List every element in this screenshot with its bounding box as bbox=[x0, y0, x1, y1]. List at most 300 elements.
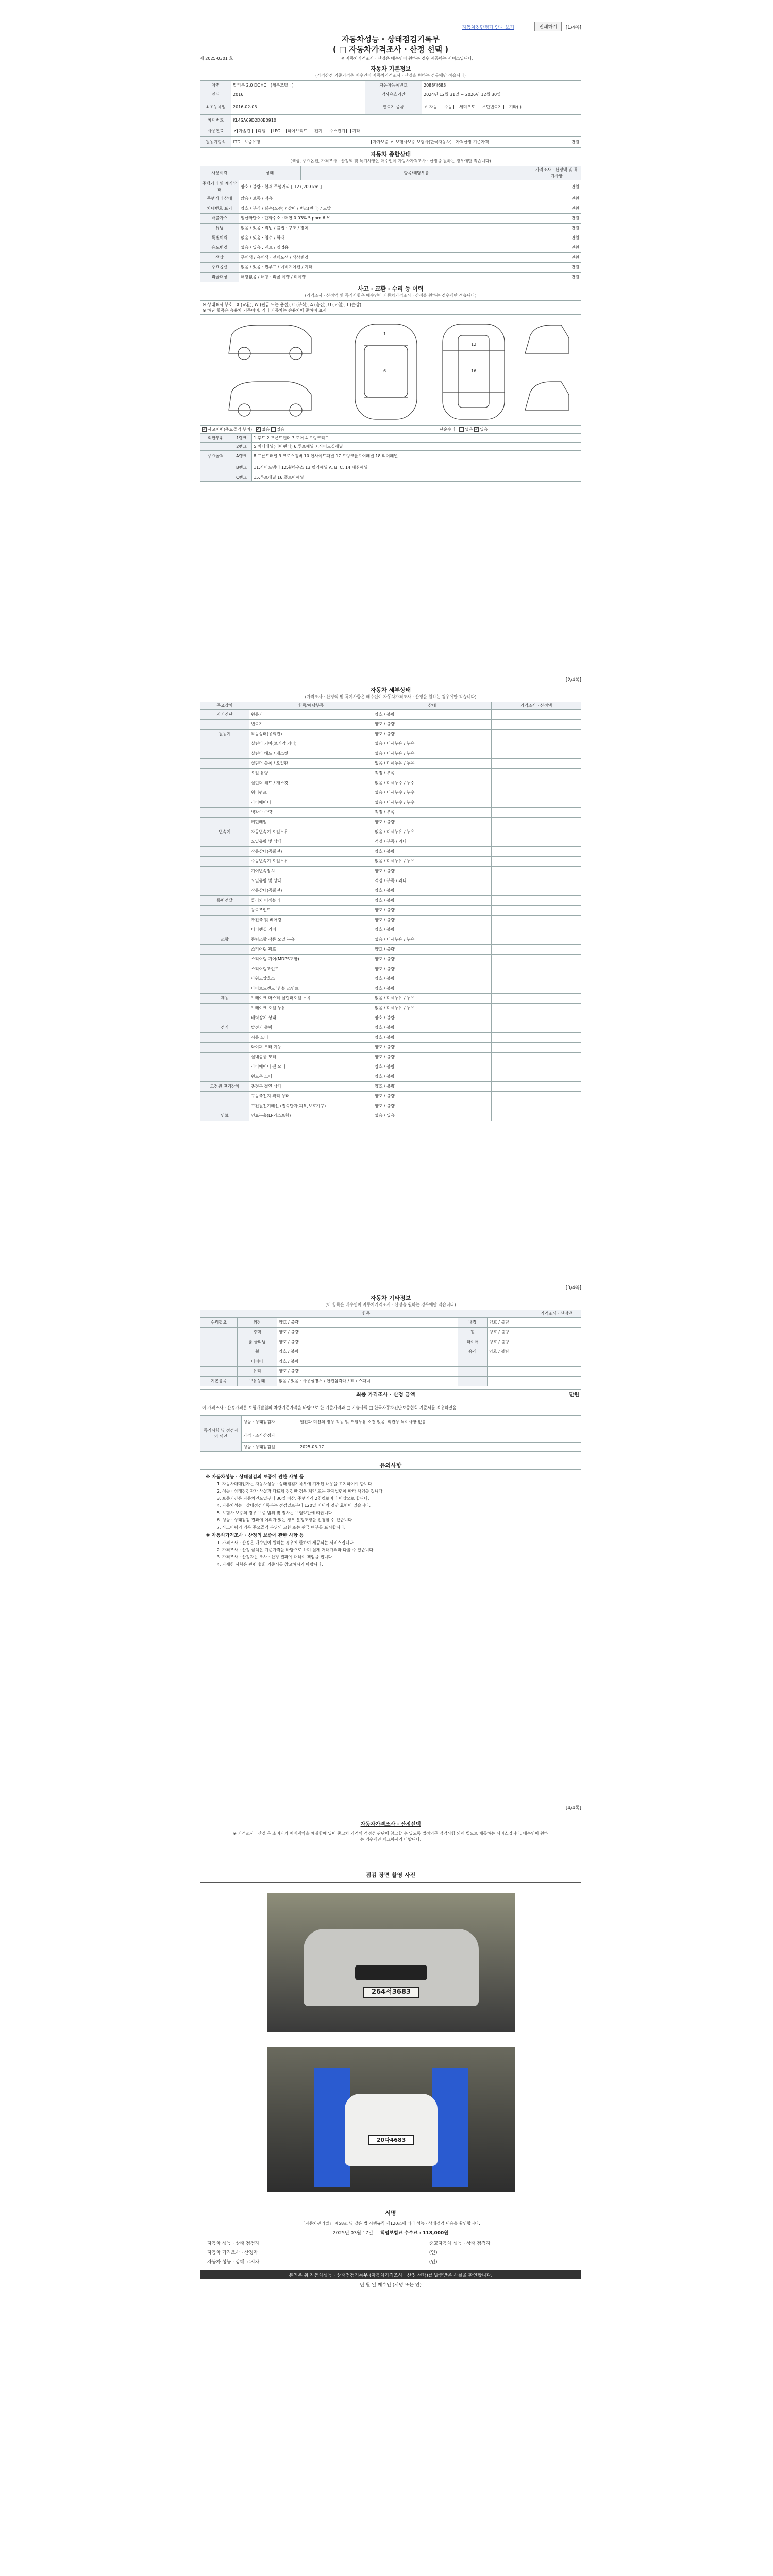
detail-device bbox=[200, 886, 249, 896]
detail-state: 양호 / 불량 bbox=[373, 818, 492, 827]
detail-state: 양호 / 불량 bbox=[373, 984, 492, 994]
detail-row bbox=[200, 886, 581, 896]
status-row-label: 색상 bbox=[200, 253, 239, 263]
other-cell bbox=[458, 1367, 487, 1377]
detail-row bbox=[200, 994, 581, 1004]
notes-box bbox=[200, 1469, 581, 1571]
detail-row bbox=[200, 876, 581, 886]
parts-list: 1.후드 2.프론트펜더 3.도어 4.트렁크리드 bbox=[252, 434, 532, 443]
detail-item: 커먼레일 bbox=[249, 818, 373, 827]
detail-price bbox=[492, 955, 581, 964]
detail-row bbox=[200, 1053, 581, 1062]
detail-item: 오일유량 및 상태 bbox=[249, 876, 373, 886]
status-row-value: 없음 / 있음 : 침수 / 화재 bbox=[239, 233, 532, 243]
detail-state: 양호 / 불량 bbox=[373, 1023, 492, 1033]
status-row-price: 만원 bbox=[532, 214, 581, 224]
other-col-item: 항목 bbox=[200, 1310, 532, 1318]
detail-price bbox=[492, 906, 581, 916]
lift-right bbox=[432, 2068, 468, 2187]
other-cell bbox=[458, 1377, 487, 1386]
detail-price bbox=[492, 1033, 581, 1043]
opinion-row: 성능 · 상태점검일 2025-03-17 bbox=[242, 1443, 581, 1452]
notes-heading-1: ※ 자동차성능 · 상태점검의 보증에 관한 사항 등 bbox=[206, 1475, 304, 1480]
detail-item: 고전원전기배선 (접속단자,피복,보호기구) bbox=[249, 1101, 373, 1111]
detail-state: 없음 / 미세누수 / 누수 bbox=[373, 778, 492, 788]
page-4 bbox=[200, 1803, 581, 2290]
detail-device bbox=[200, 1053, 249, 1062]
parts-rank: 2랭크 bbox=[231, 443, 252, 451]
sign-right-0: 중고자동차 성능 · 상태 점검자 bbox=[429, 2241, 491, 2246]
other-row bbox=[200, 1347, 581, 1357]
detail-device bbox=[200, 749, 249, 759]
detail-device bbox=[200, 955, 249, 964]
other-row bbox=[200, 1328, 581, 1337]
value-warranty: 자가보증 ✔ 보험사보증 보험사(한국자동차) 가격산정 기준가격 만원 bbox=[365, 137, 581, 148]
detail-state: 양호 / 불량 bbox=[373, 1062, 492, 1072]
status-row-price: 만원 bbox=[532, 194, 581, 204]
detail-device bbox=[200, 984, 249, 994]
detail-item: 원동기 bbox=[249, 710, 373, 720]
detail-row bbox=[200, 1082, 581, 1092]
notes-item: 2. 성능 · 상태점검자가 사실과 다르게 점검한 경우 계약 또는 관계법령에 따라 책임을 집니다. bbox=[222, 1488, 576, 1495]
other-cell: 양호 / 불량 bbox=[277, 1357, 458, 1367]
other-cell bbox=[200, 1367, 238, 1377]
detail-state: 없음 / 미세누유 / 누유 bbox=[373, 749, 492, 759]
detail-device bbox=[200, 720, 249, 730]
doc-number: 제 2025-0301 호 bbox=[200, 56, 233, 61]
value-fuel: ✔ 가솔린 디젤 LPG 하이브리드 전기 수소전기 기타 bbox=[231, 126, 581, 137]
detail-row bbox=[200, 837, 581, 847]
detail-item: 실린더 블록 / 오일팬 bbox=[249, 759, 373, 769]
detail-device: 연료 bbox=[200, 1111, 249, 1121]
notes-item: 3. 보증기간은 자동차인도일부터 30일 이상, 주행거리 2천킬로미터 이상으로 합니다. bbox=[222, 1496, 576, 1502]
detail-state: 양호 / 불량 bbox=[373, 964, 492, 974]
detail-price bbox=[492, 1072, 581, 1082]
detail-device bbox=[200, 739, 249, 749]
parts-list: 11.사이드멤버 12.휠하우스 13.필러패널 A. B. C. 14.대쉬패널 bbox=[252, 462, 532, 473]
other-cell bbox=[200, 1337, 238, 1347]
role-notifier: 자동차 성능 · 상태 고지자 bbox=[207, 2260, 260, 2265]
detail-item: 구동축전지 격리 상태 bbox=[249, 1092, 373, 1101]
other-cell: 없음 / 있음 · 사용설명서 / 안전삼각대 / 잭 / 스패너 bbox=[277, 1377, 458, 1386]
detail-state: 양호 / 불량 bbox=[373, 867, 492, 876]
accident-sub: (가격조사 · 산정액 및 특기사항은 매수인이 자동차가격조사 · 산정을 원하는 경우에만 적습니다) bbox=[305, 293, 477, 298]
detail-state: 없음 / 미세누수 / 누수 bbox=[373, 798, 492, 808]
value-reg-no: 2088다683 bbox=[422, 81, 581, 90]
detail-state: 없음 / 미세누유 / 누유 bbox=[373, 739, 492, 749]
other-row bbox=[200, 1367, 581, 1377]
status-col-item: 항목/해당부품 bbox=[301, 166, 532, 180]
status-row-price: 만원 bbox=[532, 204, 581, 214]
parts-list: 5.쿼터패널(리어펜더) 6.루프패널 7.사이드실패널 bbox=[252, 443, 532, 451]
detail-row bbox=[200, 867, 581, 876]
detail-item: 실린더 헤드 / 개스킷 bbox=[249, 778, 373, 788]
detail-price bbox=[492, 788, 581, 798]
confirm-bar: 본인은 위 자동차성능 · 상태점검기록부 (자동차가격조사 · 산정 선택)를 발급받은 사실을 확인합니다. bbox=[200, 2270, 581, 2279]
detail-device: 동력전달 bbox=[200, 896, 249, 906]
detail-row bbox=[200, 847, 581, 857]
detail-state: 양호 / 불량 bbox=[373, 720, 492, 730]
other-price bbox=[532, 1377, 581, 1386]
status-row-value: 많음 / 보통 / 적음 bbox=[239, 194, 532, 204]
other-price bbox=[532, 1347, 581, 1357]
car-diagram-svg bbox=[200, 315, 581, 425]
status-title: 자동차 종합상태 bbox=[370, 151, 411, 158]
notes-title: 유의사항 bbox=[379, 1462, 402, 1469]
other-row bbox=[200, 1318, 581, 1328]
value-check-period: 2024년 12월 31일 ~ 2026년 12월 30일 bbox=[422, 90, 581, 99]
detail-row bbox=[200, 759, 581, 769]
detail-price bbox=[492, 1092, 581, 1101]
basic-info-title: 자동차 기본정보 bbox=[370, 65, 411, 72]
detail-row bbox=[200, 1111, 581, 1121]
detail-row bbox=[200, 916, 581, 925]
status-row-price: 만원 bbox=[532, 224, 581, 233]
label-first-reg: 최초등록일 bbox=[200, 99, 231, 115]
detail-price bbox=[492, 925, 581, 935]
detail-row bbox=[200, 1072, 581, 1082]
detail-state: 적정 / 부족 / 과다 bbox=[373, 837, 492, 847]
status-row-value: 양호 / 불량 · 현재 주행거리 [ 127,209 km ] bbox=[239, 180, 532, 194]
detail-price bbox=[492, 837, 581, 847]
status-row-price: 만원 bbox=[532, 273, 581, 282]
detail-price bbox=[492, 1013, 581, 1023]
accident-note-2: ※ 하단 항목은 승용차 기준이며, 기타 자동차는 승용차에 준하여 표시 bbox=[203, 308, 327, 313]
detail-price bbox=[492, 1023, 581, 1033]
detail-sub: (가격조사 · 산정액 및 특기사항은 매수인이 자동차가격조사 · 산정을 원하는 경우에만 적습니다) bbox=[305, 694, 477, 699]
page-number-4: [4/4쪽] bbox=[565, 1806, 581, 1811]
photo-frame bbox=[200, 1882, 581, 2201]
other-cell: 보유상태 bbox=[238, 1377, 277, 1386]
detail-row bbox=[200, 827, 581, 837]
other-price bbox=[532, 1337, 581, 1347]
detail-device: 조향 bbox=[200, 935, 249, 945]
value-motor: LTD 보증유형 bbox=[231, 137, 365, 148]
value-first-reg: 2016-02-03 bbox=[231, 99, 365, 115]
detail-state: 양호 / 불량 bbox=[373, 1033, 492, 1043]
accident-parts-table bbox=[200, 434, 581, 482]
detail-item: 연료누출(LP가스포함) bbox=[249, 1111, 373, 1121]
detail-state: 양호 / 불량 bbox=[373, 1013, 492, 1023]
other-cell: 양호 / 불량 bbox=[488, 1318, 532, 1328]
detail-price bbox=[492, 808, 581, 818]
detail-device: 자기진단 bbox=[200, 710, 249, 720]
other-cell bbox=[458, 1357, 487, 1367]
legend-history: ✔사고이력(주요골격 부위) ✔ 없음 있음 bbox=[200, 426, 438, 434]
detail-price bbox=[492, 749, 581, 759]
status-row-price: 만원 bbox=[532, 233, 581, 243]
detail-col-price: 가격조사 · 산정액 bbox=[492, 702, 581, 710]
page-2 bbox=[200, 675, 581, 1121]
label-motor: 원동기형식 bbox=[200, 137, 231, 148]
page-number: [1/4쪽] bbox=[565, 25, 581, 30]
other-cell: 양호 / 불량 bbox=[277, 1318, 458, 1328]
detail-device bbox=[200, 808, 249, 818]
detail-state: 양호 / 불량 bbox=[373, 1043, 492, 1053]
accident-note-1: ※ 상태표시 부호 : X (교환), W (판금 또는 용접), C (부식), A (흠집), U (요철), T (손상) bbox=[203, 302, 362, 307]
notes-item: 6. 성능 · 상태점검 결과에 이의가 있는 경우 분쟁조정을 신청할 수 있습니다. bbox=[222, 1517, 576, 1523]
other-cell: 휠 bbox=[458, 1328, 487, 1337]
notes-item: 7. 사고이력의 경우 주요골격 부위의 교환 또는 판금 여부를 표시합니다. bbox=[222, 1524, 576, 1531]
detail-row bbox=[200, 955, 581, 964]
detail-item: 추진축 및 베어링 bbox=[249, 916, 373, 925]
detail-row bbox=[200, 974, 581, 984]
detail-row bbox=[200, 720, 581, 730]
sign-right-1: (인) bbox=[429, 2250, 438, 2256]
status-row-price: 만원 bbox=[532, 263, 581, 273]
detail-price bbox=[492, 759, 581, 769]
detail-row bbox=[200, 1033, 581, 1043]
notes-heading-2: ※ 자동차가격조사 · 산정의 보증에 관한 사항 등 bbox=[206, 1533, 304, 1538]
detail-row bbox=[200, 945, 581, 955]
diagram-label-1: 1 bbox=[383, 332, 386, 336]
detail-row bbox=[200, 1062, 581, 1072]
detail-price bbox=[492, 886, 581, 896]
detail-row bbox=[200, 798, 581, 808]
label-vin: 차대번호 bbox=[200, 115, 231, 126]
notes-list-1 bbox=[206, 1481, 576, 1531]
other-cell: 수리필요 bbox=[200, 1318, 238, 1328]
consent-title: 자동차가격조사 · 산정선택 bbox=[360, 1822, 421, 1827]
detail-state: 적정 / 부족 bbox=[373, 769, 492, 778]
value-trans: ✔ 자동 수동 세미오토 무단변속기 기타( ) bbox=[422, 99, 581, 115]
other-cell: 외장 bbox=[238, 1318, 277, 1328]
detail-price bbox=[492, 994, 581, 1004]
plate-rear: 20다4683 bbox=[368, 2135, 414, 2145]
detail-price bbox=[492, 1111, 581, 1121]
status-row-value: 일산화탄소 · 탄화수소 · 매연 0.03% 5 ppm 6 % bbox=[239, 214, 532, 224]
other-price bbox=[532, 1367, 581, 1377]
detail-item: 배력장치 상태 bbox=[249, 1013, 373, 1023]
detail-device bbox=[200, 1004, 249, 1013]
detail-row bbox=[200, 769, 581, 778]
parts-group: 외판부위 bbox=[200, 434, 231, 443]
detail-price bbox=[492, 964, 581, 974]
detail-row bbox=[200, 730, 581, 739]
detail-state: 양호 / 불량 bbox=[373, 1101, 492, 1111]
detail-state: 양호 / 불량 bbox=[373, 1092, 492, 1101]
other-table bbox=[200, 1310, 581, 1386]
status-row-label: 배출가스 bbox=[200, 214, 239, 224]
status-row-label: 차대번호 표기 bbox=[200, 204, 239, 214]
detail-state: 적정 / 부족 bbox=[373, 808, 492, 818]
plate-front: 264서3683 bbox=[363, 1987, 419, 1998]
status-row-label: 특별이력 bbox=[200, 233, 239, 243]
detail-row bbox=[200, 896, 581, 906]
detail-price bbox=[492, 867, 581, 876]
guide-link[interactable]: 자동차진단평가 안내 보기 bbox=[462, 25, 514, 30]
print-button[interactable]: 인쇄하기 bbox=[534, 22, 562, 31]
opinion-row: 성능 · 상태점검자 엔진과 미션의 정상 작동 및 오일누유 소견 없음. 외관상 특이사항 없음. bbox=[242, 1416, 581, 1429]
detail-state: 양호 / 불량 bbox=[373, 925, 492, 935]
toolbar bbox=[200, 20, 581, 34]
detail-device bbox=[200, 837, 249, 847]
detail-device bbox=[200, 916, 249, 925]
detail-row bbox=[200, 925, 581, 935]
detail-state: 양호 / 불량 bbox=[373, 896, 492, 906]
detail-col-state: 상태 bbox=[373, 702, 492, 710]
status-table bbox=[200, 166, 581, 282]
detail-price bbox=[492, 1043, 581, 1053]
detail-item: 시동 모터 bbox=[249, 1033, 373, 1043]
detail-price bbox=[492, 935, 581, 945]
label-year: 연식 bbox=[200, 90, 231, 99]
detail-item: 타이로드엔드 및 볼 조인트 bbox=[249, 984, 373, 994]
detail-device bbox=[200, 867, 249, 876]
detail-state: 양호 / 불량 bbox=[373, 886, 492, 896]
detail-state: 없음 / 미세누유 / 누유 bbox=[373, 994, 492, 1004]
detail-item: 라디에이터 팬 모터 bbox=[249, 1062, 373, 1072]
detail-device bbox=[200, 857, 249, 867]
detail-device bbox=[200, 778, 249, 788]
detail-row bbox=[200, 778, 581, 788]
detail-item: 수동변속기 오일누유 bbox=[249, 857, 373, 867]
other-row bbox=[200, 1377, 581, 1386]
parts-rank: B랭크 bbox=[231, 462, 252, 473]
other-title: 자동차 기타정보 bbox=[370, 1295, 411, 1301]
other-cell: 양호 / 불량 bbox=[488, 1337, 532, 1347]
detail-item: 충전구 절연 상태 bbox=[249, 1082, 373, 1092]
parts-rank: C랭크 bbox=[231, 473, 252, 482]
status-row-label: 용도변경 bbox=[200, 243, 239, 253]
accident-notes bbox=[200, 300, 581, 315]
detail-row bbox=[200, 788, 581, 798]
detail-device bbox=[200, 788, 249, 798]
label-trans: 변속기 종류 bbox=[365, 99, 422, 115]
detail-price bbox=[492, 1082, 581, 1092]
detail-col-item: 항목/해당부품 bbox=[249, 702, 373, 710]
detail-device bbox=[200, 945, 249, 955]
detail-state: 없음 / 미세누유 / 누유 bbox=[373, 759, 492, 769]
other-row bbox=[200, 1357, 581, 1367]
status-row-price: 만원 bbox=[532, 243, 581, 253]
detail-device bbox=[200, 1101, 249, 1111]
other-cell: 유리 bbox=[458, 1347, 487, 1357]
basic-info-table bbox=[200, 80, 581, 148]
status-row-value: 없음 / 있음 : 적법 / 불법 · 구조 / 장치 bbox=[239, 224, 532, 233]
legend-repair: 단순수리 없음 ✔ 있음 bbox=[438, 426, 581, 434]
parts-rank: 1랭크 bbox=[231, 434, 252, 443]
notes-item: 4. 자세한 사항은 관련 협회 기준서를 참고하시기 바랍니다. bbox=[222, 1562, 576, 1568]
detail-price bbox=[492, 857, 581, 867]
detail-row bbox=[200, 964, 581, 974]
detail-item: 동력조향 작동 오일 누유 bbox=[249, 935, 373, 945]
detail-item: 브레이크 오일 누유 bbox=[249, 1004, 373, 1013]
other-cell: 타이어 bbox=[238, 1357, 277, 1367]
role-appraiser: 자동차 가격조사 · 산정자 bbox=[207, 2250, 258, 2256]
detail-state: 양호 / 불량 bbox=[373, 710, 492, 720]
status-row-label: 주요옵션 bbox=[200, 263, 239, 273]
other-cell: 룸 클리닝 bbox=[238, 1337, 277, 1347]
detail-device bbox=[200, 1043, 249, 1053]
detail-price bbox=[492, 974, 581, 984]
consent-box bbox=[200, 1812, 581, 1863]
detail-price bbox=[492, 710, 581, 720]
sign-date-row bbox=[206, 2229, 576, 2236]
value-car-name: 말리부 2.0 DOHC (세부모델 : ) bbox=[231, 81, 365, 90]
detail-device bbox=[200, 974, 249, 984]
other-sub: (이 항목은 매수인이 자동차가격조사 · 산정을 원하는 경우에만 적습니다) bbox=[325, 1302, 456, 1307]
parts-rank: A랭크 bbox=[231, 451, 252, 462]
diagram-label-16: 16 bbox=[471, 369, 477, 374]
detail-price bbox=[492, 1053, 581, 1062]
detail-row bbox=[200, 857, 581, 867]
final-price-title: 최종 가격조사 · 산정 금액 만원 bbox=[200, 1390, 581, 1400]
detail-device bbox=[200, 925, 249, 935]
detail-price bbox=[492, 769, 581, 778]
detail-item: 스티어링 기어(MDPS포함) bbox=[249, 955, 373, 964]
sign-box bbox=[200, 2217, 581, 2270]
label-car-name: 차명 bbox=[200, 81, 231, 90]
other-cell bbox=[200, 1328, 238, 1337]
doc-meta bbox=[200, 55, 581, 62]
detail-row bbox=[200, 1004, 581, 1013]
detail-row bbox=[200, 808, 581, 818]
detail-state: 없음 / 미세누유 / 누유 bbox=[373, 827, 492, 837]
detail-col-device: 주요장치 bbox=[200, 702, 249, 710]
label-check-period: 검사유효기간 bbox=[365, 90, 422, 99]
other-cell: 양호 / 불량 bbox=[277, 1367, 458, 1377]
status-col-price: 가격조사 · 산정액 및 특기사항 bbox=[532, 166, 581, 180]
detail-row bbox=[200, 984, 581, 994]
status-row-value: 없음 / 있음 : 렌트 / 영업용 bbox=[239, 243, 532, 253]
other-cell: 기본품목 bbox=[200, 1377, 238, 1386]
detail-row bbox=[200, 1023, 581, 1033]
value-year: 2016 bbox=[231, 90, 365, 99]
detail-price bbox=[492, 827, 581, 837]
detail-state: 없음 / 있음 bbox=[373, 1111, 492, 1121]
other-cell: 광택 bbox=[238, 1328, 277, 1337]
detail-device bbox=[200, 798, 249, 808]
final-price-table bbox=[200, 1389, 581, 1452]
detail-state: 양호 / 불량 bbox=[373, 1082, 492, 1092]
page-1 bbox=[200, 20, 581, 482]
detail-price bbox=[492, 984, 581, 994]
detail-device bbox=[200, 1092, 249, 1101]
detail-item: 냉각수 수량 bbox=[249, 808, 373, 818]
other-cell bbox=[488, 1367, 532, 1377]
sign-title: 서명 bbox=[385, 2210, 396, 2216]
photo-title: 점검 장면 촬영 사진 bbox=[365, 1872, 416, 1878]
detail-item: 오일 유량 bbox=[249, 769, 373, 778]
parts-group: 주요골격 bbox=[200, 451, 231, 462]
detail-device: 제동 bbox=[200, 994, 249, 1004]
role-inspector: 자동차 성능 · 상태 점검자 bbox=[207, 2241, 260, 2246]
detail-item: 변속기 bbox=[249, 720, 373, 730]
detail-row bbox=[200, 1101, 581, 1111]
parts-group bbox=[200, 462, 231, 473]
detail-price bbox=[492, 778, 581, 788]
rear-photo bbox=[267, 2047, 515, 2192]
detail-state: 없음 / 미세누유 / 누유 bbox=[373, 935, 492, 945]
status-row-label: 리콜대상 bbox=[200, 273, 239, 282]
detail-row bbox=[200, 710, 581, 720]
diagram-label-12: 12 bbox=[471, 342, 477, 347]
detail-state: 양호 / 불량 bbox=[373, 1072, 492, 1082]
notes-list-2 bbox=[206, 1540, 576, 1568]
detail-item: 작동상태(공회전) bbox=[249, 847, 373, 857]
detail-price bbox=[492, 896, 581, 906]
other-cell: 내장 bbox=[458, 1318, 487, 1328]
other-cell bbox=[200, 1347, 238, 1357]
detail-item: 실린더 커버(로커암 커버) bbox=[249, 739, 373, 749]
detail-device bbox=[200, 1072, 249, 1082]
buyer-sign-line: 년 월 일 매수인 (서명 또는 인) bbox=[360, 2283, 422, 2288]
notes-item: 4. 자동차성능 · 상태점검기록부는 점검일로부터 120일 이내의 것만 효력이 있습니다. bbox=[222, 1503, 576, 1509]
doc-title: 자동차성능 · 상태점검기록부 bbox=[341, 35, 440, 44]
final-price-note: 이 가격조사 · 산정가격은 보험개발원의 차량기준가액을 바탕으로 한 기준가격과 □ 기술사회 □ 한국자동차진단보증협회 기준서를 적용하였음. bbox=[200, 1400, 581, 1416]
detail-device bbox=[200, 876, 249, 886]
